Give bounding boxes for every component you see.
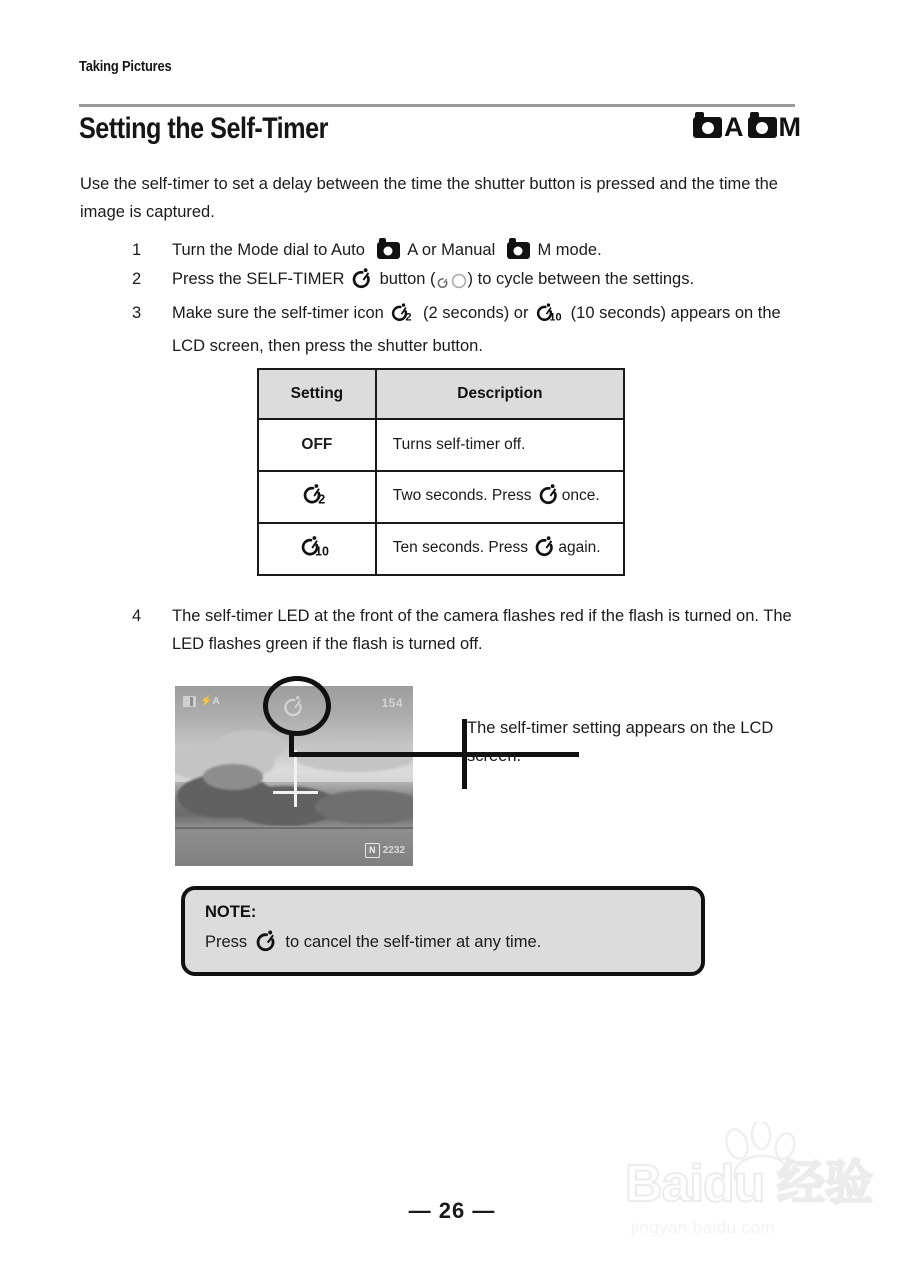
- note-box: [181, 886, 705, 976]
- self-timer-2s-icon: [391, 302, 415, 332]
- column-header-setting: Setting: [258, 369, 376, 419]
- cloud-shape: [295, 742, 413, 772]
- lcd-figure: [175, 686, 413, 866]
- step-number: 1: [132, 241, 142, 259]
- self-timer-2s-icon: [303, 482, 330, 512]
- step-item-2: [132, 265, 797, 298]
- table-header-row: [258, 369, 624, 419]
- circle-button-icon: [451, 270, 467, 298]
- self-timer-icon: [352, 268, 372, 298]
- cell-setting-10s: [258, 523, 376, 575]
- self-timer-10s-icon: [536, 302, 563, 332]
- cell-setting-2s: [258, 471, 376, 523]
- svg-text:10: 10: [315, 544, 330, 559]
- step-text-part: ) to cycle between the settings.: [467, 270, 695, 288]
- resolution-label: 2232: [382, 845, 405, 856]
- self-timer-small-icon: [437, 270, 449, 298]
- note-text-part: to cancel the self-timer at any time.: [285, 933, 542, 951]
- note-title: NOTE:: [205, 903, 257, 921]
- step-item-3: [132, 299, 797, 360]
- settings-table: [257, 368, 625, 576]
- step-number: 3: [132, 304, 142, 322]
- svg-text:10: 10: [549, 311, 562, 323]
- step-text: [172, 236, 797, 264]
- paw-print-icon: [717, 1122, 809, 1186]
- table-row: [258, 471, 624, 523]
- mode-letter-auto: A: [724, 112, 744, 142]
- mode-badges: [693, 114, 804, 141]
- step-list: [132, 236, 797, 361]
- self-timer-icon: [256, 930, 277, 959]
- camera-icon: [377, 242, 400, 259]
- step-text-part: (10 seconds) appears on the LCD screen, then press the shutter button.: [172, 304, 781, 355]
- intro-paragraph: Use the self-timer to set a delay between the time the shutter button is pressed and the time the image is captured.: [80, 175, 778, 221]
- self-timer-icon: [535, 536, 555, 562]
- cell-text-part: again.: [558, 539, 601, 556]
- cell-description-2s: [376, 471, 624, 523]
- step-text-part: M mode.: [537, 241, 602, 259]
- svg-text:2: 2: [405, 311, 412, 323]
- mode-letter-manual: M: [778, 112, 801, 142]
- callout-circle: [263, 676, 331, 736]
- quality-badge: N: [365, 843, 380, 858]
- step-number: 4: [132, 607, 142, 625]
- cell-text-part: Ten seconds. Press: [392, 539, 529, 556]
- step-number: 2: [132, 270, 142, 288]
- watermark-brand: Baidu: [625, 1155, 765, 1213]
- step-text-part: A or Manual: [407, 241, 496, 259]
- flash-mode-indicator: ⚡A: [200, 696, 220, 707]
- cell-setting-off: OFF: [258, 419, 376, 471]
- shots-remaining: 154: [381, 696, 403, 710]
- page-number: — 26 —: [408, 1198, 496, 1223]
- running-head: Taking Pictures: [79, 58, 172, 75]
- cell-description-off: Turns self-timer off.: [376, 419, 624, 471]
- step-text-part: Turn the Mode dial to Auto: [172, 241, 365, 259]
- step-text-part: (2 seconds) or: [423, 304, 529, 322]
- camera-icon: [507, 242, 530, 259]
- cloud-shape: [215, 730, 285, 762]
- svg-text:2: 2: [318, 492, 326, 507]
- header-rule: [79, 104, 795, 107]
- step-text: [172, 265, 797, 298]
- step-text-part: button (: [379, 270, 436, 288]
- note-text-part: Press: [205, 933, 248, 951]
- self-timer-icon: [539, 484, 559, 510]
- cell-description-10s: [376, 523, 624, 575]
- cell-text-part: Two seconds. Press: [392, 487, 532, 504]
- cloud-shape: [203, 764, 263, 790]
- step-item-4: [132, 602, 797, 658]
- callout-label: The self-timer setting appears on the LCD screen.: [467, 719, 774, 765]
- camera-icon: [693, 117, 722, 138]
- camera-icon: [748, 117, 777, 138]
- watermark-url: jingyan.baidu.com: [631, 1218, 775, 1237]
- step-text-part: Make sure the self-timer icon: [172, 304, 384, 322]
- page-title: Setting the Self-Timer: [79, 112, 328, 145]
- note-body: [205, 930, 681, 959]
- column-header-description: Description: [376, 369, 624, 419]
- table-row: [258, 523, 624, 575]
- quality-indicator: [365, 843, 405, 858]
- step-item-1: [132, 236, 797, 264]
- battery-icon: [183, 696, 220, 707]
- step-text: The self-timer LED at the front of the camera flashes red if the flash is turned on. The LED flashes green if the flash is turned off.: [172, 607, 792, 653]
- horizon-line: [175, 827, 413, 829]
- self-timer-10s-icon: [301, 534, 332, 564]
- table-row: [258, 419, 624, 471]
- watermark-brand-cn: 经验: [777, 1157, 874, 1210]
- step-text-part: Press the SELF-TIMER: [172, 270, 345, 288]
- cell-text-part: once.: [561, 487, 600, 504]
- step-text: [172, 299, 797, 360]
